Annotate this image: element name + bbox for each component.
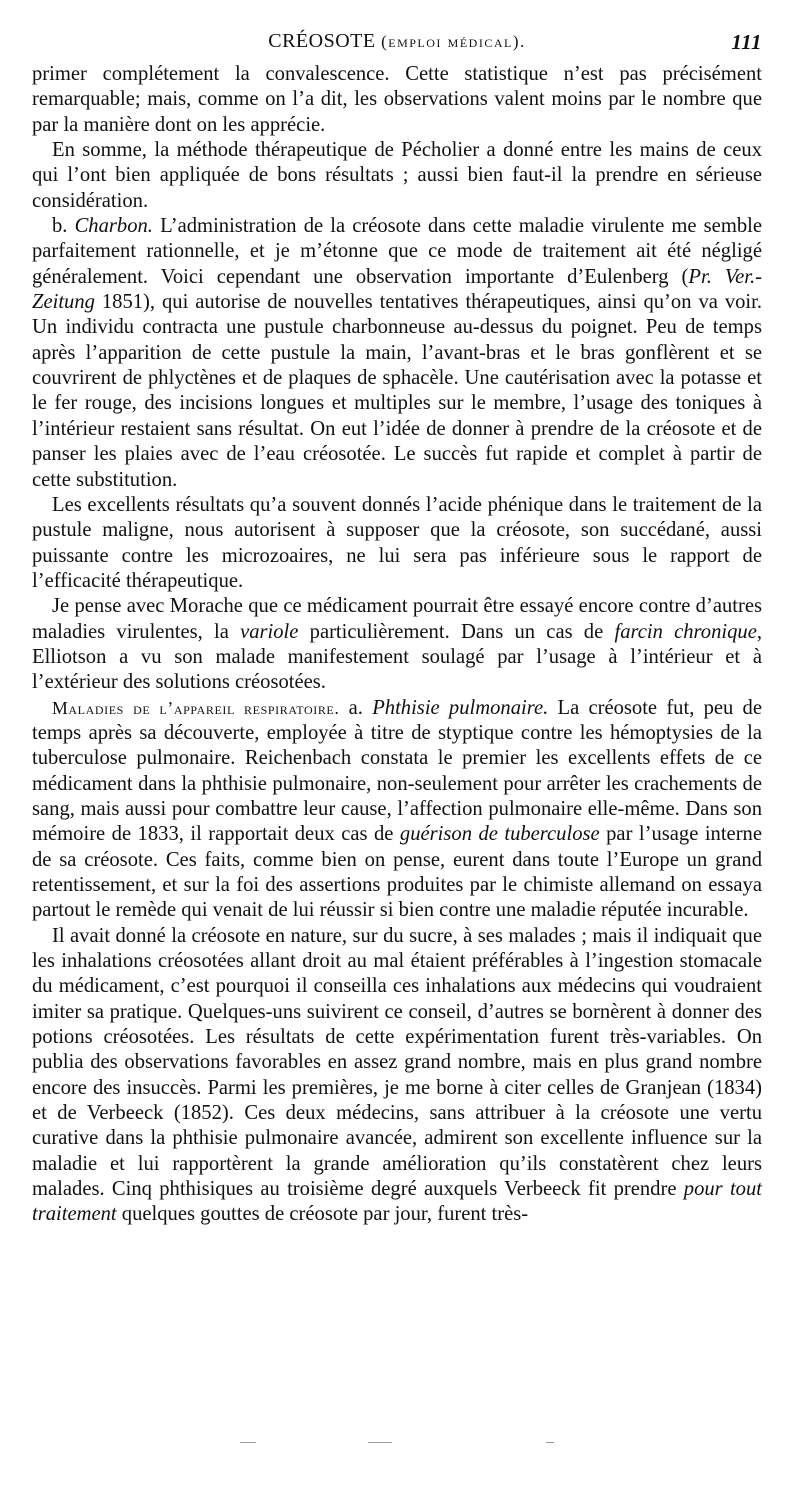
paragraph-text: Les excellents résultats qu’a souvent donnés l’acide phénique dans le traitement de la pustule maligne, nous autorisent à supposer que la créosote, son succédané, aussi puissante contre les microzoaires, ne lui sera pas inférieure sous le rapport de l’efficacité thérapeutique. (32, 493, 762, 592)
paragraph-text: Il avait donné la créosote en nature, sur du sucre, à ses malades ; mais il indiquait que les inhalations créosotées allant droit au mal étaient préférables à l’ingestion stomacale du médicament, c’est pourquoi il conseilla ces inhalations aux médecins qui voudraient imiter sa pratique. Quelques-uns suivirent ce conseil, d’autres se bornèrent à donner des potions créosotées. Les résultats de cette expérimentation furent très-variables. On publia des observations favorables en assez grand nombre, mais en plus grand nombre encore des insuccès. Parmi les premières, je me borne à citer celles de Granjean (1834) et de Verbeeck (1852). Ces deux médecins, sans attribuer à la créosote une vertu curative dans la phthisie pulmonaire avancée, admirent son excellente influence sur la maladie et lui rapportèrent la grande amélioration qu’ils constatèrent chez leurs malades. Cinq phthisiques au troisième degré auxquels Verbeeck fit prendre (32, 924, 762, 1201)
paragraph (32, 214, 762, 493)
footer-mark (368, 1442, 392, 1443)
italic-text: Pr. Ver.-Zeitung (32, 265, 762, 314)
paragraph-text: 1851), qui autorise de nouvelles tentatives thérapeutiques, ainsi qu’on va voir. Un individu contracta une pustule charbonneuse au-dessus du poignet. Peu de temps après l’apparition de cette pustule la main, l’avant-bras et le bras gonflèrent et se couvrirent de phlyctènes et de plaques de sphacèle. Une cautérisation avec la potasse et le fer rouge, des incisions longues et multiples sur le membre, l’usage des toniques à l’intérieur restaient sans résultat. On eut l’idée de donner à prendre de la créosote et de panser les plaies avec de l’eau créosotée. Le succès fut rapide et complet à partir de cette substitution. (32, 291, 762, 491)
paragraph (32, 493, 762, 594)
footer-marks (240, 1442, 570, 1448)
italic-text: guérison de tuberculose (399, 823, 600, 846)
paragraph-text: quelques gouttes de créosote par jour, furent très- (116, 1203, 529, 1226)
footer-mark (240, 1442, 256, 1443)
paragraph-text: par l’usage interne de sa créosote. Ces faits, comme bien on pense, eurent dans toute l’Europe un grand retentissement, et sur la foi des assertions produites par le chimiste allemand on essaya partout le remède qui venait de lui réussir si bien contre une maladie réputée incurable. (32, 823, 762, 922)
running-title-subtitle: (emploi médical). (381, 32, 526, 51)
italic-text: Charbon. (74, 215, 153, 238)
document-page (32, 28, 762, 1228)
italic-text: farcin chronique (614, 620, 757, 643)
paragraph-text: primer complétement la convalescence. Cette statistique n’est pas précisément remarquable; mais, comme on l’a dit, les observations valent moins par le nombre que par la manière dont on les apprécie. (32, 63, 762, 136)
italic-text: variole (240, 620, 299, 643)
paragraph-text: L’administration de la créosote dans cette maladie virulente me semble parfaitement rationnelle, et je m’étonne que ce mode de traitement ait été négligé généralement. Voici cependant une observation importante d’Eulenberg ( (32, 215, 762, 288)
paragraph-text: particulièrement. Dans un cas de (298, 620, 615, 643)
running-title (32, 30, 762, 53)
paragraph (32, 594, 762, 695)
footer-mark (546, 1442, 554, 1443)
paragraph (32, 138, 762, 214)
running-title-main: CRÉOSOTE (268, 30, 376, 52)
paragraph-text: b. (52, 215, 75, 238)
paragraph (32, 924, 762, 1228)
paragraph (32, 62, 762, 138)
body-text (32, 62, 762, 1228)
paragraph (32, 696, 762, 924)
paragraph-text: En somme, la méthode thérapeutique de Pécholier a donné entre les mains de ceux qui l’ont bien appliquée de bons résultats ; aussi bien faut-il la prendre en sérieuse considération. (32, 139, 762, 212)
paragraph-text: La créosote fut, peu de temps après sa découverte, employée à titre de styptique contre les hémoptysies de la tuberculose pulmonaire. Reichenbach constata le premier les excellents effets de ce médicament dans la phthisie pulmonaire, non-seulement pour arrêter les crachements de sang, mais aussi pour combattre leur cause, l’affection pulmonaire elle-même. Dans son mémoire de 1833, il rapportait deux cas de (32, 696, 762, 846)
paragraph-text: a. (339, 696, 373, 719)
paragraph-text: , Elliotson a vu son malade manifestement soulagé par l’usage à l’intérieur et à l’extérieur des solutions créosotées. (32, 620, 763, 694)
paragraph-text: Je pense avec Morache que ce médicament pourrait être essayé encore contre d’autres maladies virulentes, la (32, 595, 762, 643)
running-head (32, 28, 762, 62)
section-heading: Maladies de l’appareil respiratoire. (52, 697, 340, 718)
page-number: 111 (731, 30, 762, 54)
italic-text: Phthisie pulmonaire. (372, 696, 549, 719)
italic-text: pour tout traitement (32, 1178, 762, 1226)
